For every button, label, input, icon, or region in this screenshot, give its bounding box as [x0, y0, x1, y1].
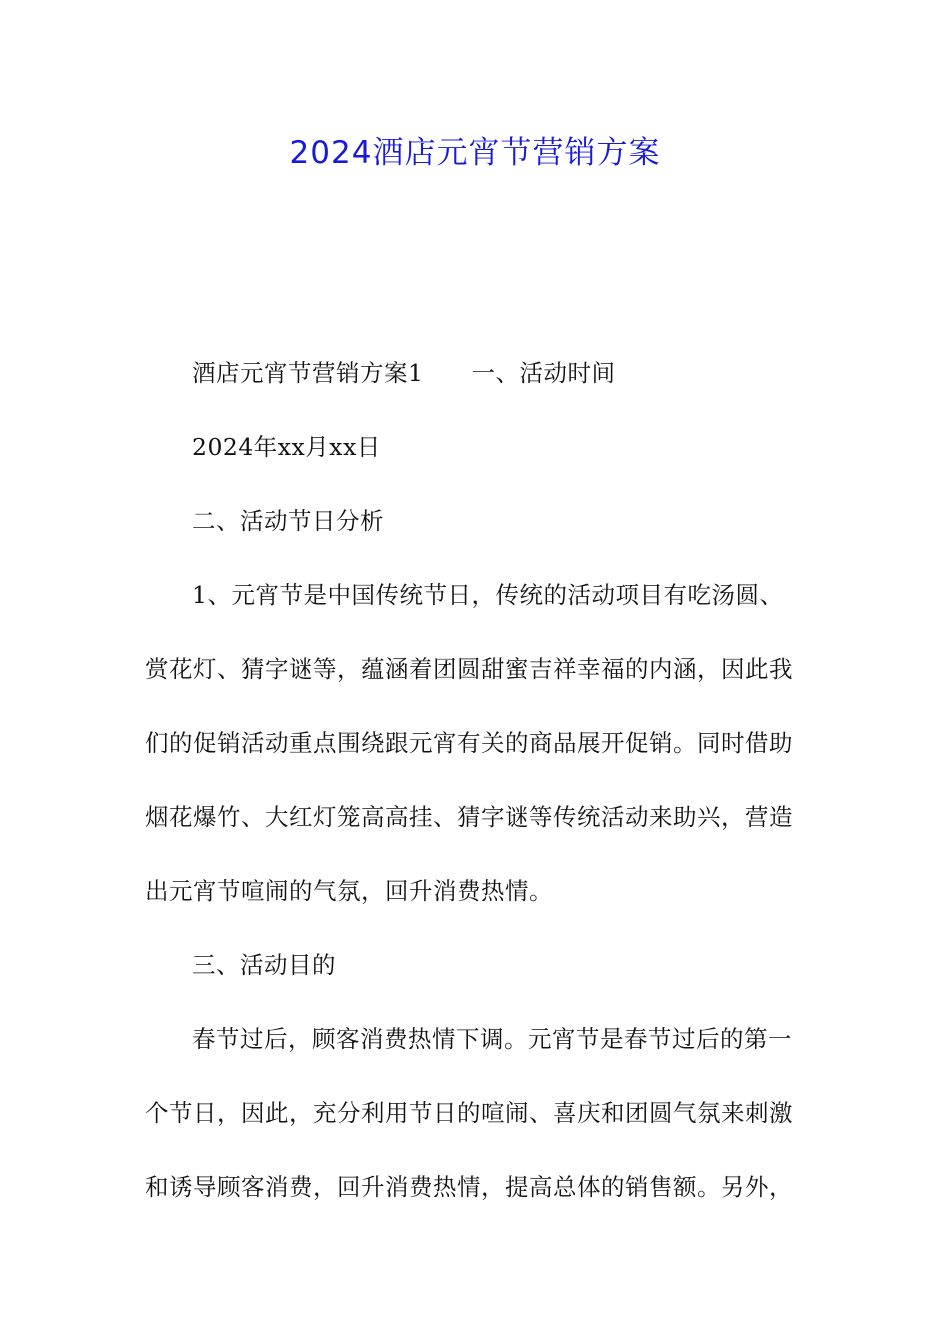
document-title: 2024酒店元宵节营销方案 — [289, 135, 661, 171]
date-line: 2024年xx月xx日 — [192, 433, 381, 461]
document-subtitle: 酒店元宵节营销方案1 — [192, 359, 424, 387]
document-body — [145, 336, 807, 1224]
section3-paragraph: 春节过后，顾客消费热情下调。元宵节是春节过后的第一个节日，因此，充分利用节日的喧闹、喜庆和团圆气氛来刺激和诱导顾客消费，回升消费热情，提高总体的销售额。另外， — [145, 1025, 793, 1201]
section3-heading: 三、活动目的 — [192, 951, 336, 979]
section2-heading: 二、活动节日分析 — [192, 507, 384, 535]
subtitle-line — [145, 336, 807, 410]
section2-paragraph: 1、元宵节是中国传统节日，传统的活动项目有吃汤圆、赏花灯、猜字谜等，蕴涵着团圆甜蜜吉祥幸福的内涵，因此我们的促销活动重点围绕跟元宵有关的商品展开促销。同时借助烟花爆竹、大红灯笼高高挂、猜字谜等传统活动来助兴，营造出元宵节喧闹的气氛，回升消费热情。 — [145, 581, 793, 905]
section1-heading: 一、活动时间 — [471, 359, 616, 387]
